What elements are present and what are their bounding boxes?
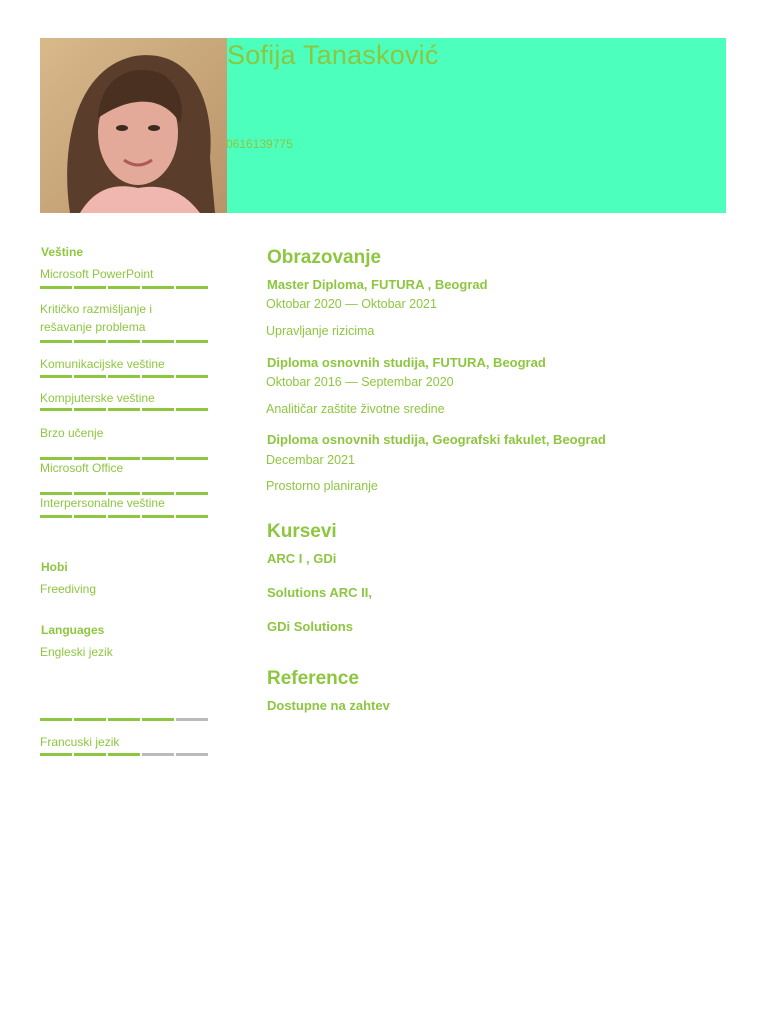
profile-photo [40,38,227,213]
portrait-image [40,38,227,213]
skill-level-bar [40,286,208,289]
education-degree: Diploma osnovnih studija, FUTURA, Beograd [267,355,546,370]
reference-text: Dostupne na zahtev [267,698,390,713]
education-field: Prostorno planiranje [266,479,378,493]
course-item: Solutions ARC II, [267,585,372,600]
skill-item: Kompjuterske veštine [40,391,155,405]
course-item: ARC I , GDi [267,551,337,566]
skill-item: Microsoft PowerPoint [40,267,154,281]
skill-level-bar [40,375,208,378]
language-level-bar [40,718,208,721]
skill-level-bar [40,340,208,343]
language-item: Engleski jezik [40,645,113,659]
skill-item: Microsoft Office [40,461,124,475]
education-degree: Master Diploma, FUTURA , Beograd [267,277,488,292]
education-dates: Oktobar 2020 — Oktobar 2021 [266,297,437,311]
education-dates: Oktobar 2016 — Septembar 2020 [266,375,454,389]
skill-item: Interpersonalne veštine [40,496,165,510]
skill-item: Brzo učenje [40,426,104,440]
skill-level-bar [40,408,208,411]
skill-item: Kritičko razmišljanje i rešavanje problema [40,302,153,334]
header-banner [40,38,726,213]
skill-item: Komunikacijske veštine [40,357,165,371]
education-field: Analitičar zaštite životne sredine [266,402,445,416]
education-degree: Diploma osnovnih studija, Geografski fakulet, Beograd [267,432,606,447]
skill-level-bar [40,515,208,518]
reference-heading: Reference [267,668,359,689]
candidate-name: Sofija Tanasković [227,40,439,70]
education-dates: Decembar 2021 [266,453,355,467]
course-item: GDi Solutions [267,619,353,634]
hobbies-heading: Hobi [41,560,68,574]
language-level-bar [40,753,208,756]
courses-heading: Kursevi [267,521,337,542]
languages-heading: Languages [41,623,105,637]
phone-number: 0616139775 [226,137,293,151]
hobby-item: Freediving [40,582,97,596]
education-field: Upravljanje rizicima [266,324,375,338]
skills-heading: Veštine [41,245,84,259]
language-item: Francuski jezik [40,735,120,749]
education-heading: Obrazovanje [267,247,382,268]
